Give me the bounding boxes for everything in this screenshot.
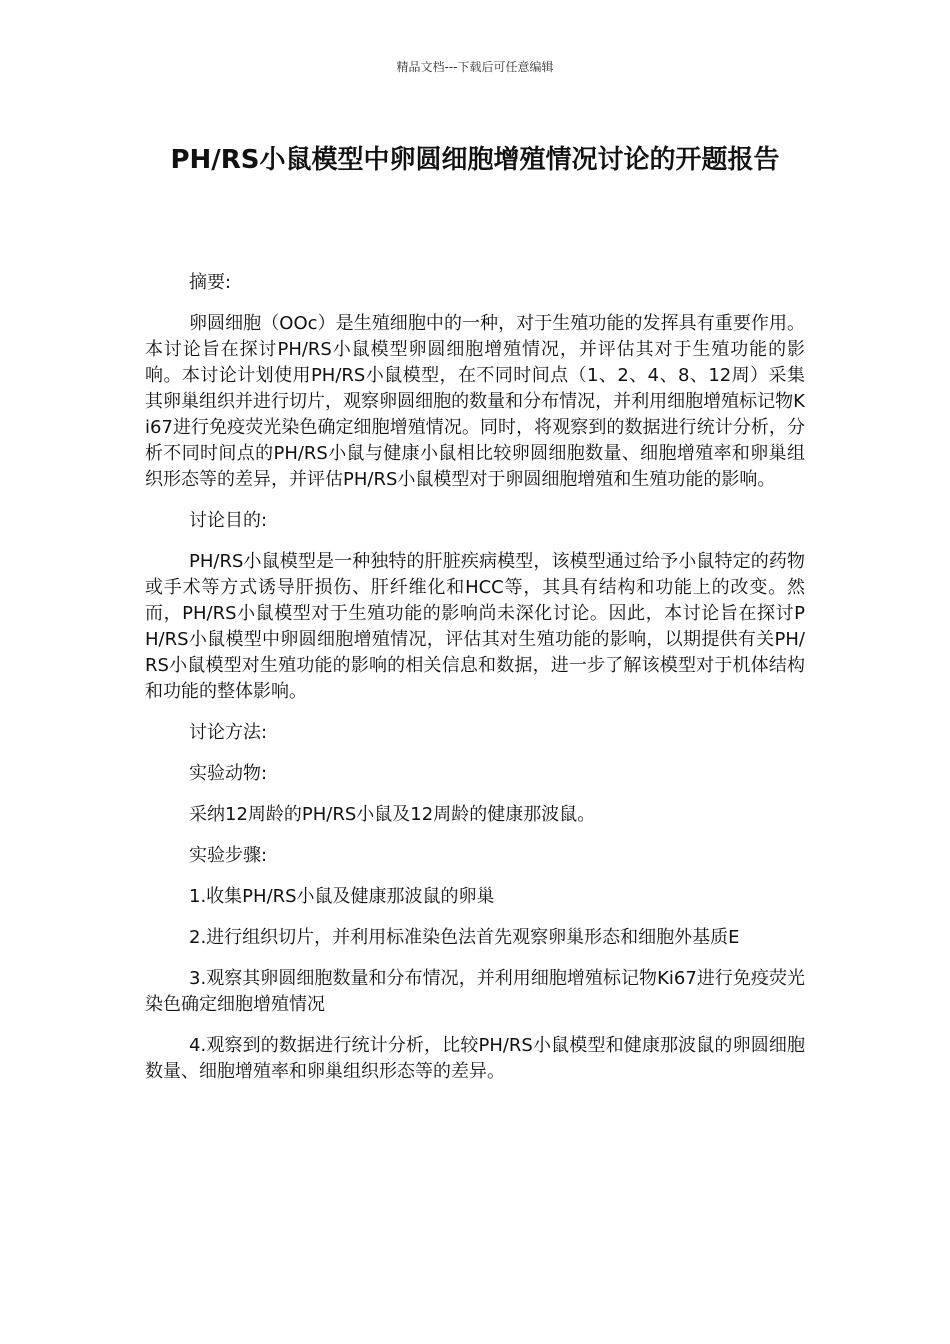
header-note: 精品文档---下载后可任意编辑 — [396, 60, 554, 74]
animals-heading: 实验动物: — [189, 763, 268, 784]
step-item: 4.观察到的数据进行统计分析，比较PH/RS小鼠模型和健康那波鼠的卵圆细胞数量、细胞增殖率和卵巢组织形态等的差异。 — [145, 1035, 805, 1082]
purpose-body: PH/RS小鼠模型是一种独特的肝脏疾病模型，该模型通过给予小鼠特定的药物或手术等方式诱导肝损伤、肝纤维化和HCC等，其具有结构和功能上的改变。然而，PH/RS小鼠模型对于生殖功能的影响尚未深化讨论。因此，本讨论旨在探讨PH/RS小鼠模型中卵圆细胞增殖情况，评估其对生殖功能的影响，以期提供有关PH/RS小鼠模型对生殖功能的影响的相关信息和数据，进一步了解该模型对于机体结构和功能的整体影响。 — [145, 551, 805, 702]
page-title: PH/RS小鼠模型中卵圆细胞增殖情况讨论的开题报告 — [170, 145, 780, 175]
purpose-heading: 讨论目的: — [189, 510, 268, 531]
methods-heading: 讨论方法: — [189, 722, 268, 743]
animals-body: 采纳12周龄的PH/RS小鼠及12周龄的健康那波鼠。 — [189, 804, 596, 825]
step-item: 1.收集PH/RS小鼠及健康那波鼠的卵巢 — [189, 886, 495, 907]
steps-heading: 实验步骤: — [189, 845, 268, 866]
document-body — [145, 270, 805, 1100]
step-item: 3.观察其卵圆细胞数量和分布情况，并利用细胞增殖标记物Ki67进行免疫荧光染色确定细胞增殖情况 — [145, 968, 805, 1015]
abstract-heading: 摘要: — [189, 272, 232, 293]
step-item: 2.进行组织切片，并利用标准染色法首先观察卵巢形态和细胞外基质E — [189, 927, 740, 948]
abstract-body: 卵圆细胞（OOc）是生殖细胞中的一种，对于生殖功能的发挥具有重要作用。本讨论旨在探讨PH/RS小鼠模型卵圆细胞增殖情况，并评估其对于生殖功能的影响。本讨论计划使用PH/RS小鼠模型，在不同时间点（1、2、4、8、12周）采集其卵巢组织并进行切片，观察卵圆细胞的数量和分布情况，并利用细胞增殖标记物Ki67进行免疫荧光染色确定细胞增殖情况。同时，将观察到的数据进行统计分析，分析不同时间点的PH/RS小鼠与健康小鼠相比较卵圆细胞数量、细胞增殖率和卵巢组织形态等的差异，并评估PH/RS小鼠模型对于卵圆细胞增殖和生殖功能的影响。 — [145, 313, 805, 490]
